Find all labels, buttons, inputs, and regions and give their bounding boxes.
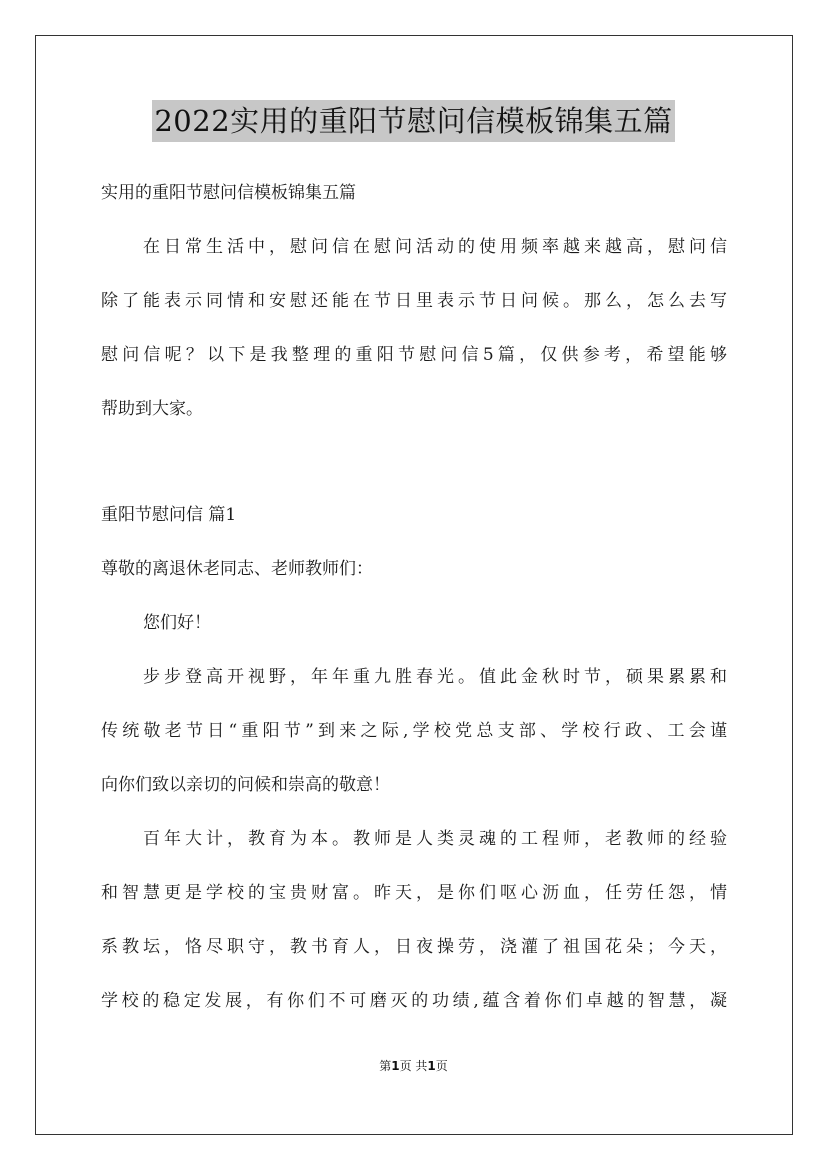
paragraph-line: 百年大计，教育为本。教师是人类灵魂的工程师，老教师的经验 — [143, 829, 727, 849]
intro-line: 慰问信呢？以下是我整理的重阳节慰问信5篇，仅供参考，希望能够 — [101, 345, 727, 365]
intro-line: 帮助到大家。 — [101, 399, 203, 419]
paragraph-line: 步步登高开视野，年年重九胜春光。值此金秋时节，硕果累累和 — [143, 667, 727, 687]
footer-total-pages: 1 — [427, 1059, 436, 1073]
paragraph-line: 传统敬老节日“重阳节”到来之际,学校党总支部、学校行政、工会谨 — [101, 721, 727, 741]
paragraph-line: 学校的稳定发展，有你们不可磨灭的功绩,蕴含着你们卓越的智慧，凝 — [101, 991, 727, 1011]
salutation: 尊敬的离退休老同志、老师教师们： — [101, 559, 373, 579]
document-subtitle: 实用的重阳节慰问信模板锦集五篇 — [101, 183, 356, 203]
page-footer — [0, 1057, 827, 1074]
document-body — [101, 180, 727, 1042]
section-spacer — [101, 450, 727, 502]
footer-page-number: 1 — [391, 1059, 400, 1073]
paragraph-line: 向你们致以亲切的问候和崇高的敬意！ — [101, 775, 390, 795]
paragraph-line: 系教坛，恪尽职守，教书育人，日夜操劳，浇灌了祖国花朵；今天， — [101, 937, 727, 957]
footer-page-suffix: 页 共 — [399, 1059, 428, 1073]
section-heading: 重阳节慰问信 篇1 — [101, 505, 237, 525]
intro-line: 除了能表示同情和安慰还能在节日里表示节日问候。那么，怎么去写 — [101, 291, 727, 311]
greeting: 您们好！ — [143, 613, 211, 633]
footer-prefix: 第 — [379, 1059, 392, 1073]
footer-total-suffix: 页 — [435, 1059, 448, 1073]
title-container — [0, 100, 827, 142]
paragraph-line: 和智慧更是学校的宝贵财富。昨天，是你们呕心沥血，任劳任怨，情 — [101, 883, 727, 903]
document-title: 2022实用的重阳节慰问信模板锦集五篇 — [152, 100, 674, 142]
intro-line: 在日常生活中，慰问信在慰问活动的使用频率越来越高，慰问信 — [143, 237, 727, 257]
